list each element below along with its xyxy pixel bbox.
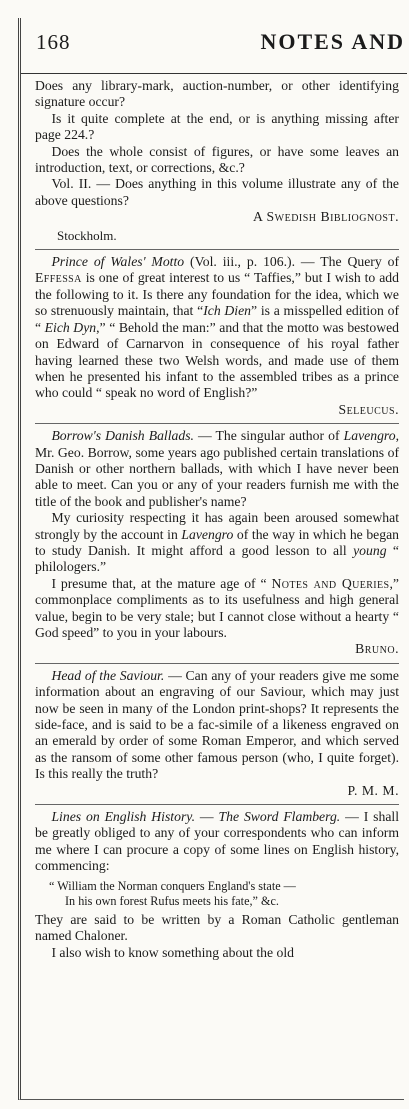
text-run: The Query of — [314, 254, 399, 270]
query-paragraph: Does any library-mark, auction-number, or other identifying signature occur? — [35, 78, 399, 110]
article-paragraph: They are said to be written by a Roman Catholic gentleman named Chaloner. — [35, 911, 399, 944]
text-run: ” is a misspelled edition of “ — [35, 303, 400, 335]
verse-quote — [35, 879, 399, 909]
emphasis: Ich Dien — [203, 303, 252, 319]
author-name: Effessa — [35, 270, 82, 286]
text-run: — — [195, 809, 219, 825]
verse-line: In his own forest Rufus meets his fate,” &c. — [65, 893, 279, 908]
section-divider — [35, 804, 399, 805]
page — [18, 18, 404, 1100]
place-name: Stockholm. — [57, 227, 117, 243]
emphasis: Lavengro — [181, 526, 234, 542]
journal-name: Notes and Queries — [271, 575, 390, 591]
query-paragraph: Is it quite complete at the end, or is anything missing after page 224.? — [35, 110, 399, 143]
emphasis: young — [353, 542, 387, 558]
signature: P. M. M. — [347, 782, 399, 798]
text-run: “ philologers.” — [35, 542, 399, 575]
text-run: ,” “ Behold the man:” and that the motto was bestowed on Edward of Carnarvon in consequence of his royal father having learned these two Welsh words, and made use of them when he presented his infant to the assembled tribes as a prince who could “ speak no word of English?” — [35, 319, 400, 401]
article-title: Head of the Saviour. — [51, 667, 165, 683]
signature: Seleucus. — [338, 401, 399, 417]
emphasis: Lavengro — [343, 428, 396, 444]
verse-line: “ William the Norman conquers England's state — — [49, 878, 296, 893]
article-title: Prince of Wales' Motto — [51, 254, 185, 270]
article-body — [35, 78, 399, 961]
query-paragraph: Vol. II. — Does anything in this volume illustrate any of the above questions? — [35, 176, 399, 208]
article-paragraph: I also wish to know something about the old — [51, 944, 294, 960]
text-run: , Mr. Geo. Borrow, some years ago published certain translations of Danish or other northern ballads, with which I have never been able to meet. Can you or any of your readers furnish me with the title of the book and publisher's name? — [35, 428, 400, 509]
article-paragraph — [35, 510, 399, 576]
article-lines-on-english-history — [35, 809, 399, 875]
text-run: My curiosity respecting it has again been aroused somewhat strongly by the account in — [35, 510, 399, 542]
section-divider — [35, 423, 399, 424]
query-paragraph: Does the whole consist of figures, or have some leaves an introduction, text, or corrections, &c.? — [35, 143, 399, 176]
signature: A Swedish Bibliognost. — [252, 209, 399, 225]
section-divider — [35, 249, 399, 250]
article-title: Borrow's Danish Ballads. — [51, 428, 194, 444]
signature: Bruno. — [355, 641, 399, 657]
text-run: — The singular author of — [193, 428, 344, 444]
section-divider — [35, 663, 399, 664]
article-title: The Sword Flamberg. — [218, 809, 341, 825]
page-header — [21, 18, 407, 74]
text-run: ,” commonplace compliments as to its usefulness and high general value, begin to be very stale; but I cannot close without a hearty “ God speed” to you in your labours. — [35, 575, 399, 640]
reference: (Vol. iii., p. 106.). — — [184, 254, 315, 270]
article-paragraph — [35, 576, 399, 642]
article-head-of-the-saviour — [35, 668, 399, 783]
text-run: — Can any of your readers give me some information about an engraving of our Saviour, which may just now be seen in many of the London print-shops? It represents the side-face, and is said to be a fac-simile of a likeness engraved on an emerald by order of some Roman Emperor, and which served as the ransom of some other famous person (who, I quite forget). Is this really the truth? — [35, 667, 399, 782]
article-prince-of-wales-motto — [35, 254, 399, 402]
article-borrows-danish-ballads — [35, 428, 399, 510]
emphasis: Eich Dyn — [44, 319, 97, 335]
text-run: I presume that, at the mature age of “ — [51, 575, 272, 591]
running-title: NOTES AND — [260, 29, 405, 54]
text-run: is one of great interest to us “ Taffies,” but I wish to add the following to it. Is there any foundation for the idea, which we so strenuously maintain, that “ — [35, 270, 399, 319]
text-run: of the way in which he began to study Danish. It might afford a good lesson to all — [35, 526, 400, 558]
page-number: 168 — [36, 30, 71, 54]
text-run: — I shall be greatly obliged to any of your correspondents who can inform me where I can procure a copy of some lines on English history, commencing: — [35, 809, 400, 874]
article-title: Lines on English History. — [51, 809, 196, 825]
